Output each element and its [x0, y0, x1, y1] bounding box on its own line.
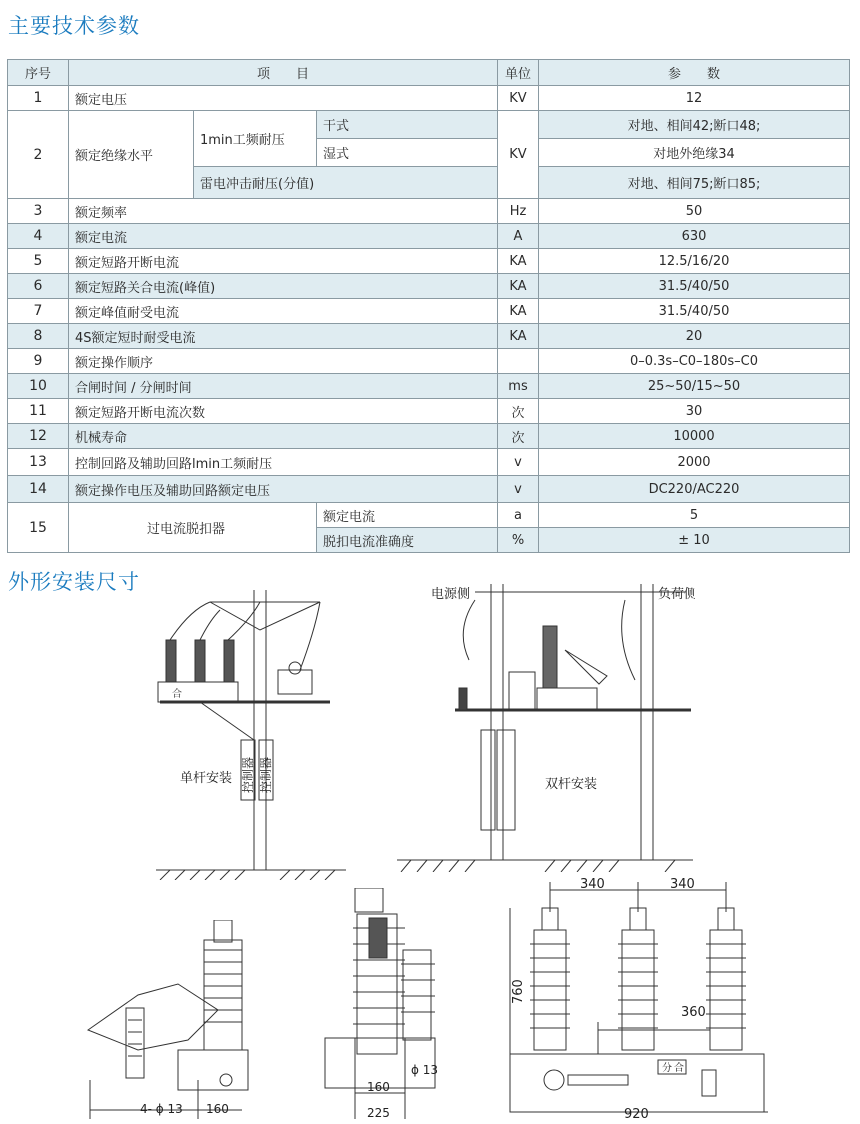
row-item: 额定操作电压及辅助回路额定电压	[69, 476, 498, 503]
row-subitem: 额定电流	[317, 503, 498, 528]
double-pole-drawing	[395, 580, 695, 872]
dimension-view-drawing	[498, 872, 798, 1119]
row-no: 7	[8, 299, 69, 324]
row-item: 额定电压	[69, 86, 498, 111]
row-value: 5	[539, 503, 850, 528]
header-no: 序号	[8, 60, 69, 86]
row-subitem-dry: 干式	[317, 111, 498, 139]
dim-360: 360	[681, 1005, 706, 1020]
row-value: 0–0.3s–C0–180s–C0	[539, 349, 850, 374]
row-value-dry: 对地、相间42;断口48;	[539, 111, 850, 139]
row-value: 30	[539, 399, 850, 424]
row-unit: KV	[498, 111, 539, 199]
table-row	[8, 399, 850, 424]
row-unit: v	[498, 449, 539, 476]
single-pole-label: 单杆安装	[180, 771, 233, 786]
controller-label-2: 控制器	[259, 756, 273, 793]
row-unit: 次	[498, 424, 539, 449]
load-side-label: 负荷侧	[657, 587, 695, 602]
row-no: 6	[8, 274, 69, 299]
row-value: 31.5/40/50	[539, 299, 850, 324]
row-unit	[498, 349, 539, 374]
row-item: 额定短路开断电流	[69, 249, 498, 274]
dim-holes: 4- ϕ 13	[140, 1102, 183, 1116]
dim-160-side: 160	[206, 1102, 229, 1116]
table-row	[8, 111, 850, 139]
row-item: 机械寿命	[69, 424, 498, 449]
dim-340-a: 340	[580, 877, 605, 892]
row-item: 控制回路及辅助回路lmin工频耐压	[69, 449, 498, 476]
row-unit: Hz	[498, 199, 539, 224]
row-unit: KA	[498, 249, 539, 274]
row-unit: a	[498, 503, 539, 528]
single-pole-drawing	[150, 590, 350, 880]
section-title-specs: 主要技术参数	[8, 14, 140, 38]
row-item: 合闸时间 / 分闸时间	[69, 374, 498, 399]
row-no: 12	[8, 424, 69, 449]
row-value: 25~50/15~50	[539, 374, 850, 399]
table-row	[8, 274, 850, 299]
row-no: 10	[8, 374, 69, 399]
dim-340-b: 340	[670, 877, 695, 892]
row-unit: KV	[498, 86, 539, 111]
row-item: 过电流脱扣器	[69, 503, 317, 553]
close-mark-2: 合	[674, 1063, 684, 1074]
row-unit: v	[498, 476, 539, 503]
dim-920: 920	[624, 1107, 649, 1119]
header-unit: 单位	[498, 60, 539, 86]
row-unit: KA	[498, 324, 539, 349]
row-subitem: 1min工频耐压	[194, 111, 317, 167]
table-row	[8, 476, 850, 503]
row-subitem-lightning: 雷电冲击耐压(分值)	[194, 167, 498, 199]
row-unit: KA	[498, 274, 539, 299]
row-no: 4	[8, 224, 69, 249]
open-mark: 分	[662, 1063, 672, 1074]
row-value: 20	[539, 324, 850, 349]
row-item: 额定电流	[69, 224, 498, 249]
row-value: DC220/AC220	[539, 476, 850, 503]
table-row	[8, 299, 850, 324]
table-row	[8, 424, 850, 449]
row-item: 额定短路开断电流次数	[69, 399, 498, 424]
row-subitem-wet: 湿式	[317, 139, 498, 167]
row-value: ± 10	[539, 528, 850, 553]
front-view-drawing	[315, 888, 455, 1119]
row-no: 13	[8, 449, 69, 476]
table-row	[8, 249, 850, 274]
spec-table	[7, 59, 850, 553]
header-value: 参 数	[539, 60, 850, 86]
row-item: 额定短路关合电流(峰值)	[69, 274, 498, 299]
row-item: 额定操作顺序	[69, 349, 498, 374]
row-value: 12	[539, 86, 850, 111]
row-unit: KA	[498, 299, 539, 324]
row-no: 3	[8, 199, 69, 224]
row-subitem: 脱扣电流准确度	[317, 528, 498, 553]
table-row	[8, 503, 850, 528]
row-no: 15	[8, 503, 69, 553]
row-item: 4S额定短时耐受电流	[69, 324, 498, 349]
row-value: 2000	[539, 449, 850, 476]
row-value-wet: 对地外绝缘34	[539, 139, 850, 167]
header-item: 项 目	[69, 60, 498, 86]
row-unit: A	[498, 224, 539, 249]
controller-label: 控制器	[241, 756, 255, 793]
row-no: 5	[8, 249, 69, 274]
row-item: 额定峰值耐受电流	[69, 299, 498, 324]
dim-760: 760	[511, 979, 526, 1004]
row-no: 2	[8, 111, 69, 199]
table-row	[8, 199, 850, 224]
row-unit: 次	[498, 399, 539, 424]
section-title-dimensions: 外形安装尺寸	[8, 570, 140, 594]
row-item: 额定频率	[69, 199, 498, 224]
source-side-label: 电源侧	[431, 587, 471, 602]
row-value: 12.5/16/20	[539, 249, 850, 274]
row-value: 31.5/40/50	[539, 274, 850, 299]
row-no: 8	[8, 324, 69, 349]
row-no: 11	[8, 399, 69, 424]
row-value: 10000	[539, 424, 850, 449]
row-unit: %	[498, 528, 539, 553]
table-row	[8, 86, 850, 111]
table-row	[8, 374, 850, 399]
row-no: 9	[8, 349, 69, 374]
row-item: 额定绝缘水平	[69, 111, 194, 199]
row-value: 50	[539, 199, 850, 224]
table-row	[8, 349, 850, 374]
row-unit: ms	[498, 374, 539, 399]
table-row	[8, 224, 850, 249]
table-row	[8, 449, 850, 476]
dim-160-front: 160	[367, 1080, 390, 1094]
side-view-drawing	[78, 920, 283, 1119]
row-no: 14	[8, 476, 69, 503]
row-value-lightning: 对地、相间75;断口85;	[539, 167, 850, 199]
close-mark: 合	[172, 689, 182, 700]
table-row	[8, 324, 850, 349]
double-pole-label: 双杆安装	[545, 777, 598, 792]
table-header-row	[8, 60, 850, 86]
row-value: 630	[539, 224, 850, 249]
dim-hole-front: ϕ 13	[411, 1063, 438, 1077]
dim-225-front: 225	[367, 1106, 390, 1119]
row-no: 1	[8, 86, 69, 111]
